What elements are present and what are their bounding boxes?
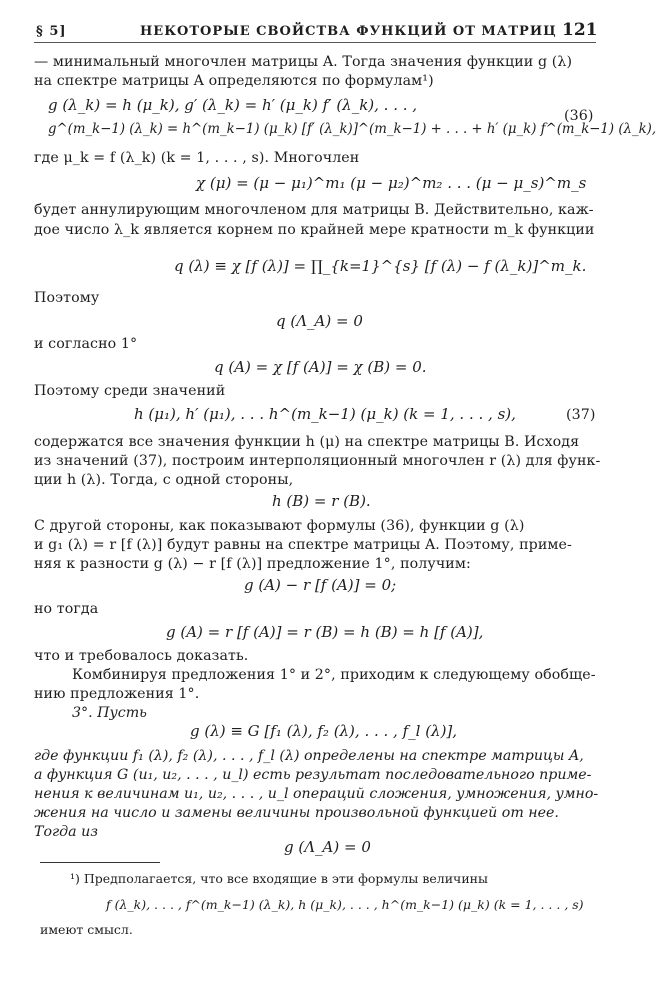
text-line: С другой стороны, как показывают формулы (36), функции g (λ) [34,518,525,534]
formula-36-line1: g (λ_k) = h (μ_k), g′ (λ_k) = h′ (μ_k) f′ (λ_k), . . . , [48,96,418,114]
footnote-rule [40,862,160,863]
formula-h-b: h (B) = r (B). [272,492,371,510]
equation-number-36: (36) [564,108,594,124]
text-line: и g₁ (λ) = r [f (λ)] будут равны на спектре матрицы A. Поэтому, приме- [34,537,572,553]
formula-36-line2: g^(m_k−1) (λ_k) = h^(m_k−1) (μ_k) [f′ (λ_k)]^(m_k−1) + . . . + h′ (μ_k) f^(m_k−1) (λ_k), [48,121,657,137]
formula-chi: χ (μ) = (μ − μ₁)^m₁ (μ − μ₂)^m₂ . . . (μ − μ_s)^m_s [196,174,587,192]
page-number: 121 [562,20,598,40]
formula-g-a-diff: g (A) − r [f (A)] = 0; [244,576,397,594]
formula-g-a-chain: g (A) = r [f (A)] = r (B) = h (B) = h [f (A)], [166,623,484,641]
text-line: где функции f₁ (λ), f₂ (λ), . . . , f_l (λ) определены на спектре матрицы A, [34,748,584,764]
footnote-line: имеют смысл. [40,922,133,937]
section-marker: § 5] [36,24,67,39]
footnote-line: ¹) Предполагается, что все входящие в эти формулы величины [70,871,488,886]
text-line: и согласно 1° [34,336,138,352]
text-line: — минимальный многочлен матрицы A. Тогда значения функции g (λ) [34,54,573,70]
text-line: нию предложения 1°. [34,686,200,702]
text-line: Тогда из [34,824,99,840]
text-line: дое число λ_k является корнем по крайней мере кратности m_k функции [34,222,595,238]
text-line: Комбинируя предложения 1° и 2°, приходим к следующему обобще- [72,667,596,683]
text-line: на спектре матрицы A определяются по формулам¹) [34,73,434,89]
text-line: из значений (37), построим интерполяционный многочлен r (λ) для функ- [34,453,601,469]
text-line: Поэтому среди значений [34,383,226,399]
text-line: няя к разности g (λ) − r [f (λ)] предложение 1°, получим: [34,556,471,572]
footnote-formula: f (λ_k), . . . , f^(m_k−1) (λ_k), h (μ_k), . . . , h^(m_k−1) (μ_k) (k = 1, . . . , s) [106,897,584,912]
formula-g-composition: g (λ) ≡ G [f₁ (λ), f₂ (λ), . . . , f_l (λ)], [190,722,458,740]
text-line: что и требовалось доказать. [34,648,249,664]
formula-g-lambda-a: g (Λ_A) = 0 [284,838,371,856]
formula-q-a: q (A) = χ [f (A)] = χ (B) = 0. [214,358,427,376]
header-rule [34,42,596,43]
text-line: но тогда [34,601,99,617]
formula-q-product: q (λ) ≡ χ [f (λ)] = ∏_{k=1}^{s} [f (λ) − f (λ_k)]^m_k. [174,257,587,275]
text-line: Поэтому [34,290,100,306]
running-title: НЕКОТОРЫЕ СВОЙСТВА ФУНКЦИЙ ОТ МАТРИЦ [140,24,557,39]
equation-number-37: (37) [566,407,596,423]
formula-37: h (μ₁), h′ (μ₁), . . . h^(m_k−1) (μ_k) (k = 1, . . . , s), [134,405,516,423]
text-line: ции h (λ). Тогда, с одной стороны, [34,472,294,488]
text-line: где μ_k = f (λ_k) (k = 1, . . . , s). Многочлен [34,150,360,166]
text-line: жения на число и замены величины произвольной функцией от нее. [34,805,559,821]
text-line: нения к величинам u₁, u₂, . . . , u_l операций сложения, умножения, умно- [34,786,599,802]
proposition-label: 3°. Пусть [72,705,147,721]
formula-q-lambda-a: q (Λ_A) = 0 [276,312,363,330]
text-line: будет аннулирующим многочленом для матрицы B. Действительно, каж- [34,202,594,218]
text-line: а функция G (u₁, u₂, . . . , u_l) есть результат последовательного приме- [34,767,592,783]
text-line: содержатся все значения функции h (μ) на спектре матрицы B. Исходя [34,434,580,450]
